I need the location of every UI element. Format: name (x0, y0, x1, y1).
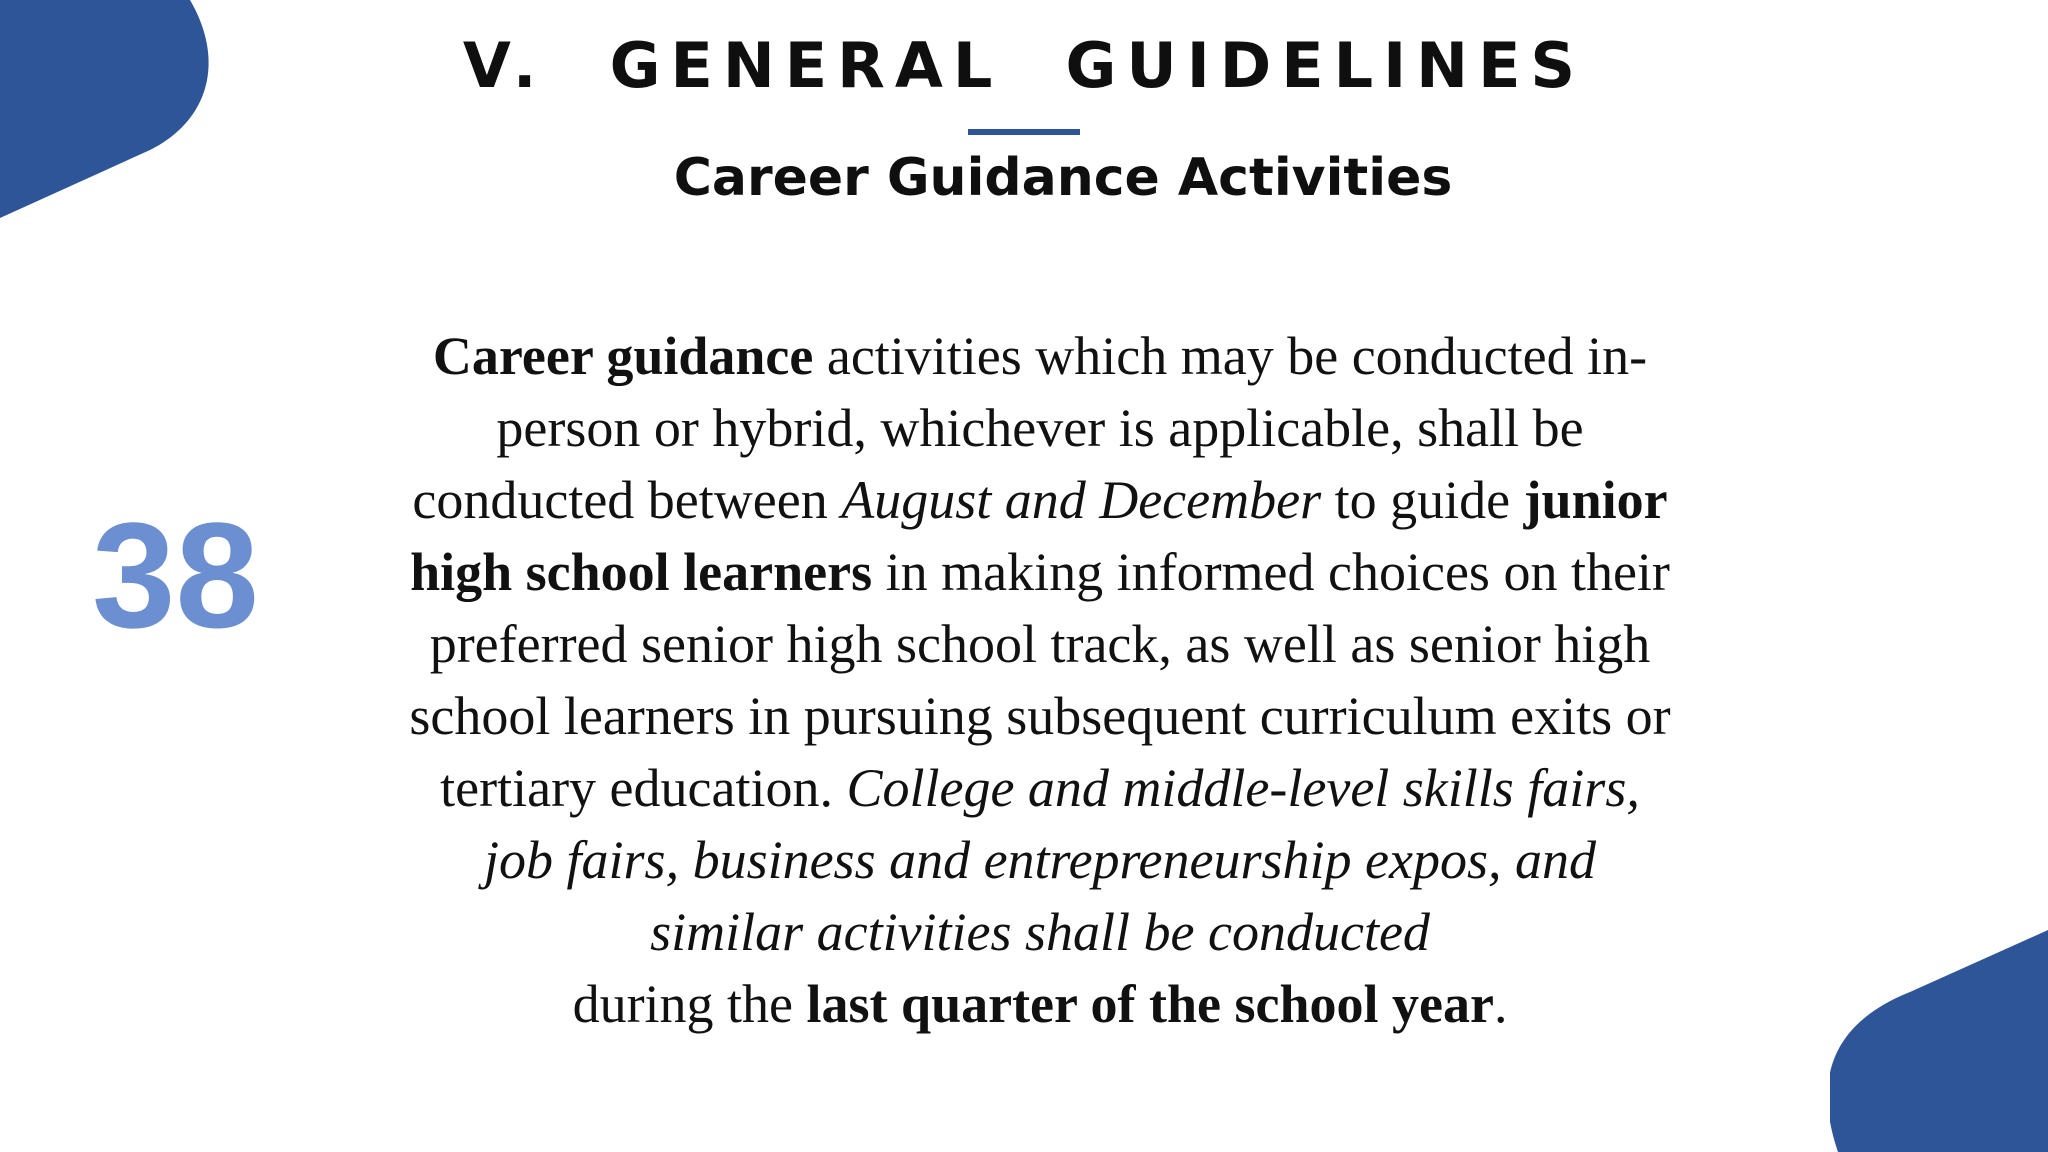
body-text-segment: junior (1523, 470, 1668, 530)
body-line (330, 968, 1750, 1040)
body-paragraph (330, 320, 1750, 1040)
body-text-segment: August and December (841, 470, 1322, 530)
body-line (330, 752, 1750, 824)
body-text-segment: preferred senior high school track, as well as senior high (429, 614, 1651, 674)
body-line (330, 608, 1750, 680)
body-text-segment: during the (572, 974, 807, 1034)
body-text-segment: last quarter of the school year (806, 974, 1494, 1034)
body-line (330, 824, 1750, 896)
body-text-segment: person or hybrid, whichever is applicable, shall be (496, 398, 1584, 458)
body-text-segment: in making informed choices on their (872, 542, 1670, 602)
slide-subtitle: Career Guidance Activities (673, 148, 1453, 208)
body-text-segment: job fairs, business and entrepreneurship expos, and (484, 830, 1596, 890)
body-line (330, 320, 1750, 392)
body-text-segment: conducted between (412, 470, 842, 530)
body-line (330, 536, 1750, 608)
body-text-segment: tertiary education. (440, 758, 847, 818)
body-line (330, 896, 1750, 968)
bottom-right-corner-shape (1830, 930, 2048, 1152)
page-number: 38 (92, 491, 259, 659)
body-text-segment: similar activities shall be conducted (650, 902, 1430, 962)
body-line (330, 392, 1750, 464)
slide-title: V. GENERAL GUIDELINES (462, 29, 1586, 102)
body-text-segment: high school learners (410, 542, 873, 602)
body-text-segment: Career guidance (432, 326, 814, 386)
body-text-segment: College and middle-level skills fairs, (846, 758, 1640, 818)
title-underline (968, 129, 1080, 135)
body-text-segment: to guide (1321, 470, 1524, 530)
body-text-segment: . (1493, 974, 1508, 1034)
body-text-segment: school learners in pursuing subsequent curriculum exits or (409, 686, 1671, 746)
body-line (330, 464, 1750, 536)
body-line (330, 680, 1750, 752)
body-text-segment: activities which may be conducted in- (813, 326, 1648, 386)
